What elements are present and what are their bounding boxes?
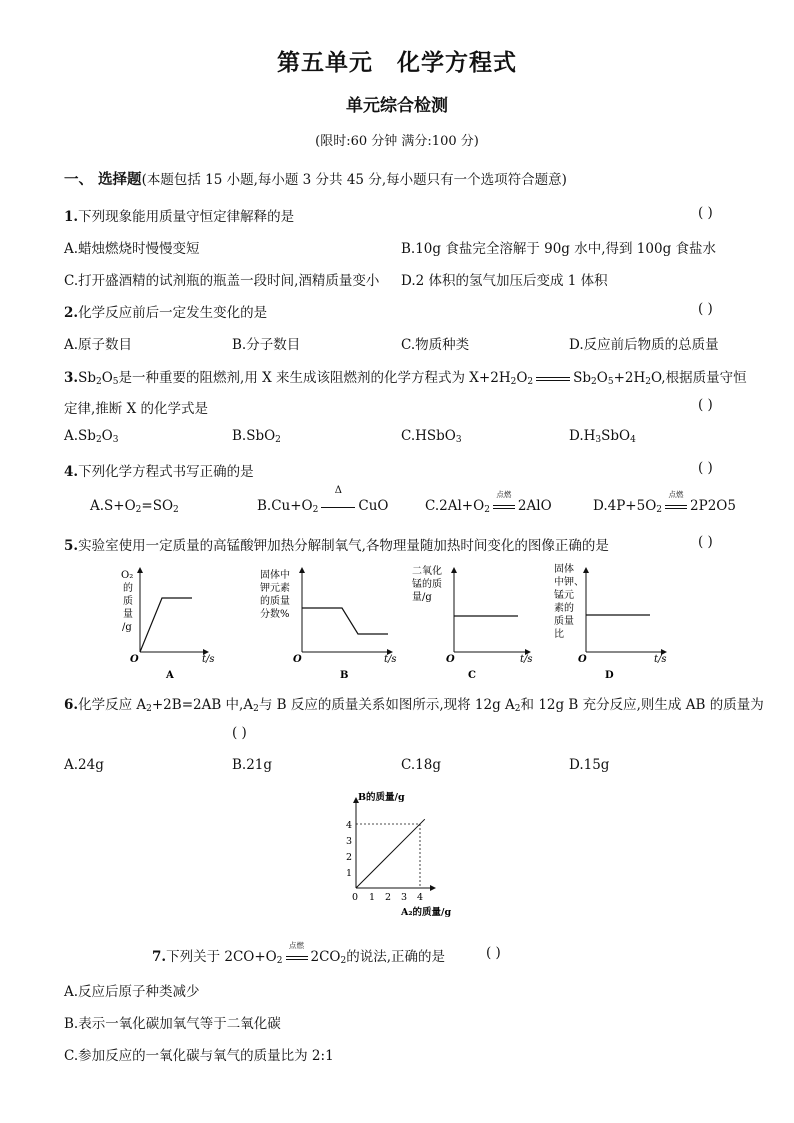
option-d: D.2 体积的氢气加压后变成 1 体积	[401, 273, 608, 289]
option-c: C.HSbO$_3$	[401, 428, 462, 445]
time-limit: (限时:60 分钟 满分:100 分)	[315, 134, 479, 149]
option-b: B.SbO$_2$	[232, 428, 281, 445]
x-tick-4: 4	[417, 892, 424, 903]
heat-delta: Δ	[334, 485, 342, 496]
graph-c-origin: O	[446, 654, 455, 665]
graph-d-ylabel-3: 素的	[554, 603, 574, 614]
page-title: 第五单元 化学方程式	[277, 49, 517, 76]
answer-paren: ( )	[232, 725, 247, 741]
graph-d-xlabel: t/s	[654, 654, 667, 665]
y-tick-2: 2	[346, 852, 353, 863]
graph-d-ylabel-4: 质量	[554, 616, 574, 627]
option-a: A.原子数目	[64, 337, 133, 353]
graph-d	[554, 562, 667, 681]
graph-c-xlabel: t/s	[520, 654, 533, 665]
option-d: $D.H_3SbO_4$	[569, 428, 636, 445]
graph-a-xlabel: t/s	[202, 654, 215, 665]
graph-b-ylabel-2: 的质量	[260, 596, 290, 607]
option-d: D.反应前后物质的总质量	[569, 337, 719, 353]
mass-ratio-line	[356, 819, 425, 888]
question-1-stem: 1.下列现象能用质量守恒定律解释的是	[64, 209, 295, 225]
question-5-stem: 5.实验室使用一定质量的高锰酸钾加热分解制氧气,各物理量随加热时间变化的图像正确的是	[64, 538, 609, 554]
answer-paren: ( )	[698, 397, 713, 413]
answer-paren: ( )	[698, 301, 713, 317]
option-a: A.反应后原子种类减少	[64, 984, 200, 1000]
q5-graphs	[110, 560, 680, 685]
option-c: C.18g	[401, 757, 441, 773]
section-heading: 一、 选择题(本题包括 15 小题,每小题 3 分共 45 分,每小题只有一个选项符合题意)	[64, 171, 567, 188]
question-7-stem: 7.下列关于 $2CO+O_2$ 点燃 $2CO_2$的说法,正确的是	[152, 941, 446, 966]
question-2-stem: 2.化学反应前后一定发生变化的是	[64, 305, 268, 321]
option-a: A.24g	[64, 757, 104, 773]
condition-ignite: 点燃	[668, 490, 684, 499]
graph-a-ylabel-4: /g	[122, 622, 132, 633]
question-6-stem: 6.化学反应 $A_2+2B=2AB$ 中$,A_2$与 B 反应的质量关系如图所示,现将 12g $A_2$和 12g B 充分反应,则生成 AB 的质量为	[64, 697, 764, 714]
condition-ignite: 点燃	[496, 490, 512, 499]
option-b: B.10g 食盐完全溶解于 90g 水中,得到 100g 食盐水	[401, 241, 717, 257]
option-d: $D.4P+5O_2$ 点燃 2P2O5	[593, 490, 736, 515]
x-axis-label: A₂的质量/g	[401, 907, 452, 918]
x-tick-3: 3	[401, 892, 408, 903]
graph-a-ylabel-1: 的	[123, 583, 133, 594]
graph-d-origin: O	[578, 654, 587, 665]
graph-c-ylabel-0: 二氧化	[412, 566, 442, 577]
option-c: C.物质种类	[401, 337, 470, 353]
option-b: B.21g	[232, 757, 273, 773]
graph-d-ylabel-5: 比	[554, 629, 564, 640]
graph-a-ylabel-0: O₂	[121, 570, 134, 581]
page-subtitle: 单元综合检测	[346, 96, 448, 116]
graph-a-letter: A	[166, 670, 174, 681]
option-b: B.表示一氧化碳加氧气等于二氧化碳	[64, 1016, 281, 1032]
y-axis-label: B的质量/g	[358, 792, 405, 803]
graph-b-ylabel-0: 固体中	[260, 570, 290, 581]
q6-mass-chart	[335, 788, 470, 923]
graph-a-ylabel-2: 质	[123, 596, 133, 607]
answer-paren: ( )	[698, 534, 713, 550]
graph-b-ylabel-1: 钾元素	[260, 583, 290, 594]
graph-c-ylabel-1: 锰的质	[412, 579, 442, 590]
option-c: C.参加反应的一氧化碳与氧气的质量比为 2:1	[64, 1048, 334, 1064]
graph-a	[121, 568, 215, 681]
answer-paren: ( )	[486, 945, 501, 961]
graph-a-origin: O	[130, 654, 139, 665]
graph-d-ylabel-1: 中钾、	[554, 577, 584, 588]
graph-a-ylabel-3: 量	[123, 609, 133, 620]
x-tick-1: 1	[369, 892, 376, 903]
answer-paren: ( )	[698, 460, 713, 476]
option-b: B.分子数目	[232, 337, 301, 353]
x-tick-2: 2	[385, 892, 392, 903]
graph-b-xlabel: t/s	[384, 654, 397, 665]
y-tick-4: 4	[346, 820, 353, 831]
graph-d-ylabel-2: 锰元	[554, 590, 574, 601]
equals-sign	[536, 370, 570, 386]
graph-d-letter: D	[605, 670, 614, 681]
graph-b-line	[302, 608, 388, 634]
option-c: $C.2Al+O_2$ 点燃 2AlO	[425, 490, 552, 515]
option-c: C.打开盛酒精的试剂瓶的瓶盖一段时间,酒精质量变小	[64, 273, 380, 289]
answer-paren: ( )	[698, 205, 713, 221]
question-3-stem-line2: 定律,推断 X 的化学式是	[64, 401, 208, 417]
option-a: $A.S+O_2=SO_2$	[90, 498, 179, 515]
option-d: D.15g	[569, 757, 610, 773]
graph-c-ylabel-2: 量/g	[412, 592, 432, 603]
option-b: $B.Cu+O_2$ Δ CuO	[257, 485, 389, 515]
graph-b-origin: O	[293, 654, 302, 665]
option-a: $A.Sb_2O_3$	[64, 428, 119, 445]
graph-d-ylabel-0: 固体	[554, 564, 574, 575]
condition-ignite: 点燃	[289, 941, 304, 950]
graph-b-ylabel-3: 分数%	[260, 609, 290, 620]
graph-c	[412, 564, 533, 681]
graph-b	[260, 568, 397, 681]
y-tick-1: 1	[346, 868, 353, 879]
graph-a-line	[140, 598, 192, 652]
graph-c-letter: C	[468, 670, 476, 681]
question-4-stem: 4.下列化学方程式书写正确的是	[64, 464, 254, 480]
origin-label: 0	[352, 892, 359, 903]
option-a: A.蜡烛燃烧时慢慢变短	[64, 241, 200, 257]
graph-b-letter: B	[340, 670, 349, 681]
y-tick-3: 3	[346, 836, 353, 847]
question-3-stem: $3.Sb_2O_5$是一种重要的阻燃剂,用 X 来生成该阻燃剂的化学方程式为 $X+2H_2O_2$ $Sb_2O_5+2H_2O$,根据质量守恒	[64, 370, 747, 387]
